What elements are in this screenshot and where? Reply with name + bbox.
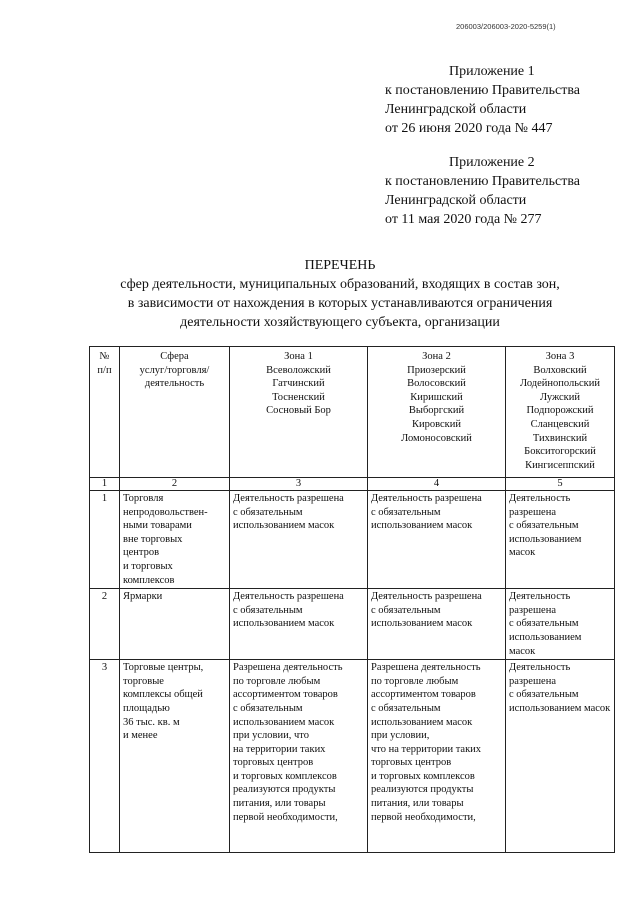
cell-line: по торговле любым: [371, 675, 459, 687]
column-numbers-row: [90, 478, 615, 491]
row-sphere-cell: [120, 589, 230, 660]
cell-line: Разрешена деятельность: [233, 662, 343, 674]
cell-line: Деятельность разрешена: [371, 493, 482, 504]
column-number: 4: [368, 478, 506, 491]
cell-line: Деятельность разрешена: [233, 493, 344, 504]
cell-line: Зона 1: [284, 351, 313, 362]
cell-line: торговых центров: [233, 757, 314, 769]
cell-line: и торговых комплексов: [371, 770, 475, 782]
row-number: 3: [90, 660, 120, 853]
column-number: 2: [120, 478, 230, 491]
appendix-2-line: от 11 мая 2020 года № 277: [385, 212, 542, 227]
row-sphere-cell: [120, 660, 230, 853]
cell-line: Подпорожский: [526, 405, 594, 417]
appendix-2-block: [385, 153, 580, 229]
cell-line: Зона 3: [545, 351, 575, 362]
cell-line: комплексы общей: [123, 689, 203, 701]
cell-line: с обязательным: [233, 604, 303, 616]
cell-line: разрешена: [509, 675, 556, 687]
heading-title: ПЕРЕЧЕНЬ: [304, 258, 376, 273]
cell-line: Ярмарки: [123, 591, 163, 603]
appendix-2-line: Ленинградской области: [385, 193, 527, 208]
zones-table: [89, 346, 615, 853]
cell-line: питания, или товары: [233, 798, 326, 810]
row-zone1-cell: [230, 660, 368, 853]
heading-line: в зависимости от нахождения в которых устанавливаются ограничения: [127, 296, 553, 311]
cell-line: услуг/торговля/: [139, 364, 210, 376]
row-number: 2: [90, 589, 120, 660]
cell-line: непродовольствен-: [123, 506, 208, 518]
cell-line: Торговые центры,: [123, 662, 204, 674]
cell-line: с обязательным: [371, 506, 441, 518]
cell-line: использованием масок: [233, 520, 335, 532]
cell-line: Приозерский: [407, 364, 466, 376]
cell-line: масок: [509, 645, 536, 657]
appendix-2-line: к постановлению Правительства: [385, 174, 581, 189]
table-row: [90, 660, 615, 853]
column-number: 3: [230, 478, 368, 491]
cell-line: Деятельность: [509, 591, 571, 603]
column-number: 5: [506, 478, 615, 491]
cell-line: первой необходимости,: [371, 811, 476, 823]
cell-line: Киришский: [410, 391, 463, 403]
cell-line: Ломоносовский: [401, 432, 472, 444]
cell-line: площадью: [123, 702, 170, 714]
table-header-row: [90, 347, 615, 478]
cell-line: Деятельность: [509, 493, 571, 504]
cell-line: использованием масок: [371, 618, 473, 630]
cell-line: Бокситогорский: [524, 446, 596, 458]
cell-line: ассортиментом товаров: [371, 689, 476, 701]
cell-line: на территории таких: [233, 743, 326, 755]
cell-line: комплексов: [123, 574, 175, 586]
cell-line: Сосновый Бор: [266, 405, 331, 417]
cell-line: использованием: [509, 533, 582, 545]
row-number: 1: [90, 491, 120, 589]
row-zone2-cell: [368, 491, 506, 589]
table-row: [90, 491, 615, 589]
cell-line: что на территории таких: [371, 743, 482, 755]
appendix-1-block: [385, 62, 580, 138]
cell-line: Деятельность разрешена: [233, 591, 344, 603]
cell-line: Сланцевский: [530, 418, 590, 430]
cell-line: разрешена: [509, 506, 556, 518]
cell-line: использованием масок: [371, 716, 473, 728]
cell-line: первой необходимости,: [233, 811, 338, 823]
appendix-1-line: к постановлению Правительства: [385, 83, 581, 98]
header-zone2-cell: [368, 347, 506, 478]
cell-line: разрешена: [509, 604, 556, 616]
cell-line: при условии,: [371, 730, 430, 742]
cell-line: реализуются продукты: [233, 784, 336, 796]
row-zone3-cell: [506, 491, 615, 589]
cell-line: с обязательным: [233, 702, 303, 714]
cell-line: центров: [123, 547, 160, 559]
cell-line: с обязательным: [509, 689, 579, 701]
cell-line: Кировский: [411, 418, 462, 430]
cell-line: Лужский: [539, 391, 581, 403]
heading-line: сфер деятельности, муниципальных образований, входящих в состав зон,: [120, 277, 560, 292]
row-zone2-cell: [368, 589, 506, 660]
column-number: 1: [90, 478, 120, 491]
cell-line: использованием масок: [509, 702, 611, 714]
appendix-1-title: Приложение 1: [449, 64, 535, 79]
heading-line: деятельности хозяйствующего субъекта, организации: [180, 315, 500, 330]
cell-line: Тосненский: [272, 391, 325, 403]
cell-line: использованием: [509, 631, 582, 643]
cell-line: с обязательным: [509, 520, 579, 532]
cell-line: использованием масок: [371, 520, 473, 532]
cell-line: питания, или товары: [371, 798, 464, 810]
cell-line: торговые: [123, 675, 164, 687]
cell-line: №: [99, 351, 110, 362]
cell-line: п/п: [97, 364, 112, 376]
cell-line: и торговых: [123, 560, 173, 572]
cell-line: при условии, что: [233, 730, 309, 742]
cell-line: масок: [509, 547, 536, 559]
cell-line: Деятельность: [509, 662, 571, 674]
cell-line: реализуются продукты: [371, 784, 474, 796]
row-sphere-cell: [120, 491, 230, 589]
cell-line: с обязательным: [233, 506, 303, 518]
cell-line: Разрешена деятельность: [371, 662, 481, 674]
cell-line: торговых центров: [371, 757, 452, 769]
appendix-2-title: Приложение 2: [449, 155, 535, 170]
cell-line: Лодейнопольский: [519, 378, 601, 390]
cell-line: использованием масок: [233, 716, 335, 728]
cell-line: Зона 2: [422, 351, 451, 362]
table-row: [90, 589, 615, 660]
cell-line: вне торговых: [123, 533, 183, 545]
cell-line: с обязательным: [371, 702, 441, 714]
document-heading: [70, 256, 610, 332]
cell-line: Выборгский: [408, 405, 465, 417]
cell-line: ными товарами: [123, 520, 192, 532]
row-zone3-cell: [506, 660, 615, 853]
cell-line: с обязательным: [509, 618, 579, 630]
cell-line: Гатчинский: [272, 378, 325, 390]
row-zone1-cell: [230, 589, 368, 660]
cell-line: 36 тыс. кв. м: [123, 716, 180, 728]
header-sphere-cell: [120, 347, 230, 478]
cell-line: ассортиментом товаров: [233, 689, 338, 701]
header-zone1-cell: [230, 347, 368, 478]
row-zone2-cell: [368, 660, 506, 853]
cell-line: Всеволожский: [266, 364, 331, 376]
cell-line: Деятельность разрешена: [371, 591, 482, 603]
cell-line: Кингисеппский: [525, 459, 595, 471]
cell-line: Сфера: [160, 351, 189, 362]
appendix-1-line: Ленинградской области: [385, 102, 527, 117]
cell-line: Торговля: [123, 493, 164, 504]
cell-line: Волосовский: [407, 378, 466, 390]
row-zone1-cell: [230, 491, 368, 589]
row-zone3-cell: [506, 589, 615, 660]
appendix-1-line: от 26 июня 2020 года № 447: [385, 121, 553, 136]
cell-line: использованием масок: [233, 618, 335, 630]
header-num-cell: [90, 347, 120, 478]
cell-line: и менее: [123, 730, 158, 742]
cell-line: деятельность: [144, 378, 205, 390]
cell-line: Тихвинский: [532, 432, 588, 444]
document-number: 206003/206003-2020-5259(1): [456, 22, 556, 31]
cell-line: с обязательным: [371, 604, 441, 616]
header-zone3-cell: [506, 347, 615, 478]
cell-line: по торговле любым: [233, 675, 321, 687]
cell-line: и торговых комплексов: [233, 770, 337, 782]
cell-line: Волховский: [533, 364, 587, 376]
